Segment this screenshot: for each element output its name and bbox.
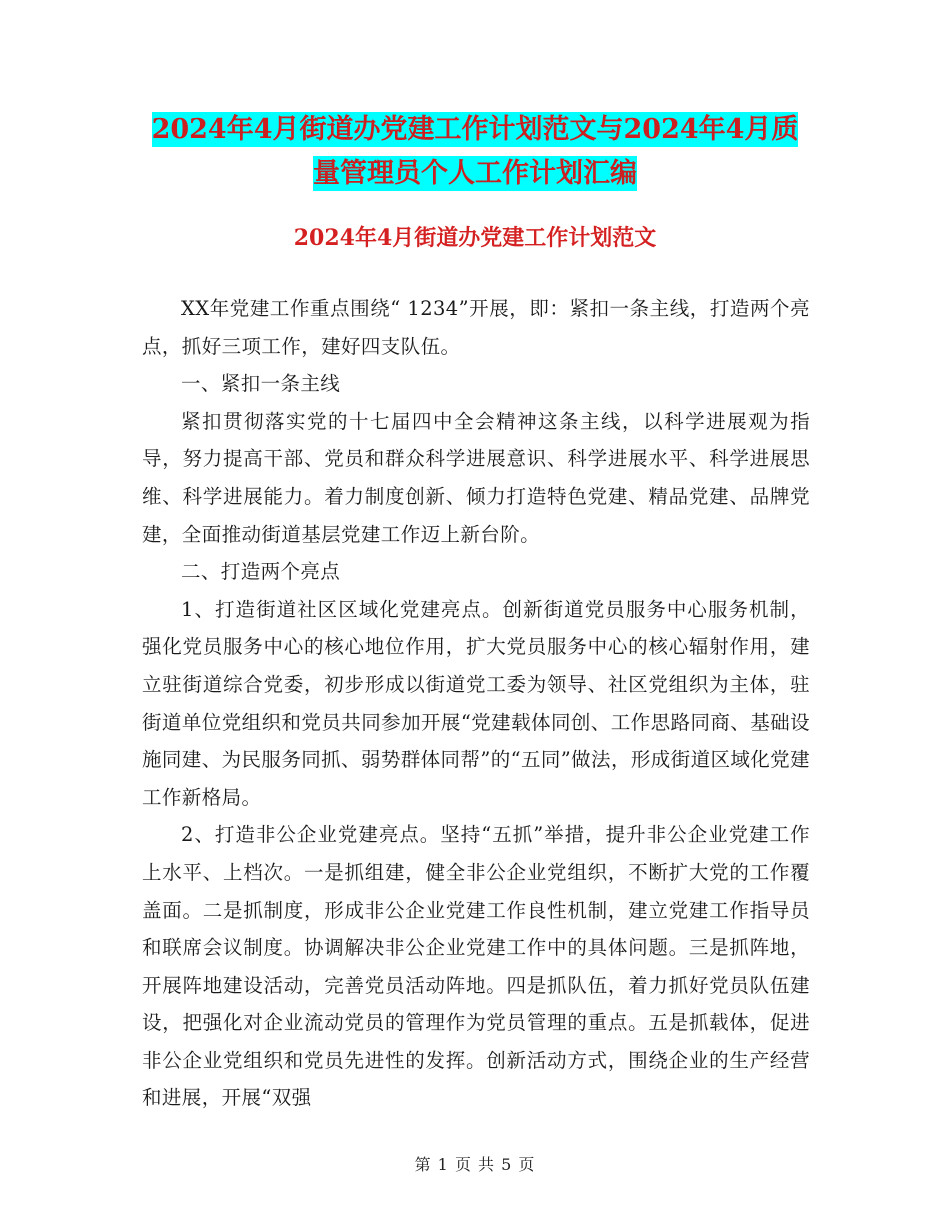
paragraph-highlight-one: 1、打造街道社区区域化党建亮点。创新街道党员服务中心服务机制，强化党员服务中心的核心地位作用，扩大党员服务中心的核心辐射作用，建立驻街道综合党委，初步形成以街道党工委为领导、社区党组织为主体，驻街道单位党组织和党员共同参加开展“党建载体同创、工作思路同商、基础设施同建、为民服务同抓、弱势群体同帮”的“五同”做法，形成街道区域化党建工作新格局。: [142, 597, 810, 809]
page-footer: 第 1 页 共 5 页: [414, 1155, 536, 1174]
heading-one: 一、紧扣一条主线: [181, 372, 341, 396]
section-title: 2024年4月街道办党建工作计划范文: [293, 225, 657, 251]
paragraph-main-line: 紧扣贯彻落实党的十七届四中全会精神这条主线，以科学进展观为指导，努力提高干部、党员和群众科学进展意识、科学进展水平、科学进展思维、科学进展能力。着力制度创新、倾力打造特色党建、精品党建、品牌党建，全面推动街道基层党建工作迈上新台阶。: [142, 409, 810, 546]
paragraph-intro: XX年党建工作重点围绕“ 1234”开展，即：紧扣一条主线，打造两个亮点，抓好三项工作，建好四支队伍。: [142, 297, 810, 358]
document-body: [142, 290, 810, 1117]
paragraph-highlight-two: 2、打造非公企业党建亮点。坚持“五抓”举措，提升非公企业党建工作上水平、上档次。一是抓组建，健全非公企业党组织，不断扩大党的工作覆盖面。二是抓制度，形成非公企业党建工作良性机制，建立党建工作指导员和联席会议制度。协调解决非公企业党建工作中的具体问题。三是抓阵地，开展阵地建设活动，完善党员活动阵地。四是抓队伍，着力抓好党员队伍建设，把强化对企业流动党员的管理作为党员管理的重点。五是抓载体，促进非公企业党组织和党员先进性的发挥。创新活动方式，围绕企业的生产经营和进展，开展“双强: [142, 823, 810, 1110]
title-highlight: 2024年4月街道办党建工作计划范文与2024年4月质量管理员个人工作计划汇编: [151, 114, 799, 189]
heading-two: 二、打造两个亮点: [181, 560, 341, 584]
document-title: [140, 108, 810, 196]
